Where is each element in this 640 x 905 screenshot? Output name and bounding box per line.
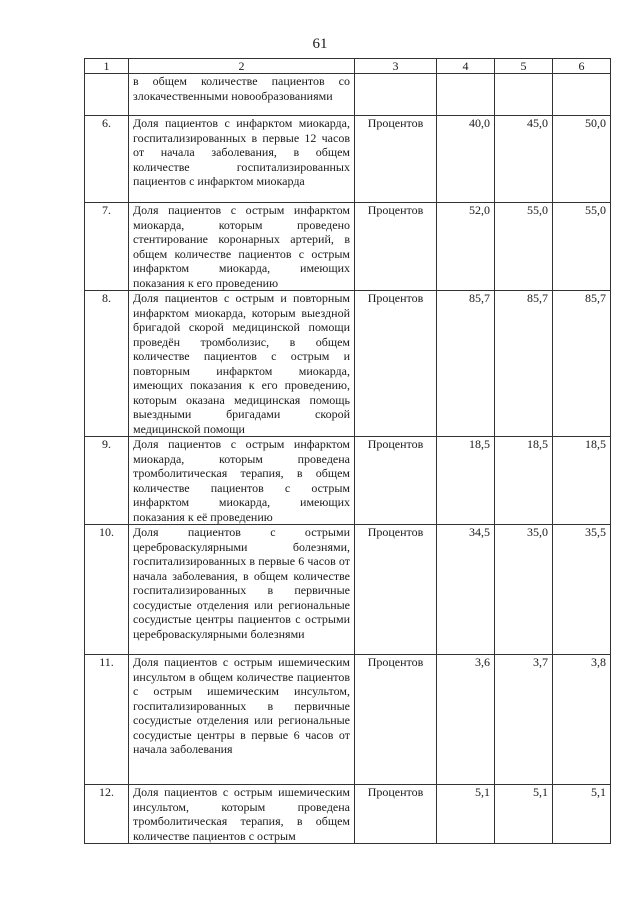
row-number: 12. <box>85 785 129 844</box>
row-number: 7. <box>85 203 129 291</box>
value-cell: 3,6 <box>437 655 495 785</box>
value-cell: 18,5 <box>553 437 611 525</box>
value-cell: 3,8 <box>553 655 611 785</box>
value-cell: 40,0 <box>437 116 495 203</box>
table-row <box>85 203 611 291</box>
unit-cell: Процентов <box>355 291 437 437</box>
indicator-text: Доля пациентов с острым инфарктом миокарда, которым проведено стентирование коронарных артерий, в общем количестве пациентов с острым инфарктом миокарда, имеющих показания к его проведению <box>129 203 355 291</box>
indicator-text: Доля пациентов с острым и повторным инфарктом миокарда, которым выездной бригадой скорой медицинской помощи проведён тромболизис, в общем количестве пациентов с острым и повторным инфарктом миокарда, имеющих показания к его проведению, которым оказана медицинская помощь выездными бригадами скорой медицинской помощи <box>129 291 355 437</box>
table-row <box>85 116 611 203</box>
value-cell <box>553 74 611 116</box>
table-row <box>85 525 611 655</box>
value-cell <box>495 74 553 116</box>
value-cell: 35,0 <box>495 525 553 655</box>
indicators-table <box>84 58 611 844</box>
value-cell: 55,0 <box>553 203 611 291</box>
value-cell: 35,5 <box>553 525 611 655</box>
indicator-text: в общем количестве пациентов со злокачественными новообразованиями <box>129 74 355 116</box>
row-number <box>85 74 129 116</box>
indicator-text: Доля пациентов с острым инфарктом миокарда, которым проведена тромболитическая терапия, в общем количестве пациентов с острым инфарктом миокарда, имеющих показания к её проведению <box>129 437 355 525</box>
value-cell: 50,0 <box>553 116 611 203</box>
table-row <box>85 291 611 437</box>
value-cell: 45,0 <box>495 116 553 203</box>
row-number: 10. <box>85 525 129 655</box>
header-cell: 6 <box>553 59 611 74</box>
unit-cell <box>355 74 437 116</box>
header-cell: 4 <box>437 59 495 74</box>
header-row <box>85 59 611 74</box>
value-cell: 3,7 <box>495 655 553 785</box>
header-cell: 2 <box>129 59 355 74</box>
row-number: 11. <box>85 655 129 785</box>
table-row <box>85 74 611 116</box>
value-cell: 5,1 <box>553 785 611 844</box>
indicator-text: Доля пациентов с острым ишемическим инсультом в общем количестве пациентов с острым ишемическим инсультом, госпитализированных в первичные сосудистые отделения или региональные сосудистые центры в первые 6 часов от начала заболевания <box>129 655 355 785</box>
unit-cell: Процентов <box>355 116 437 203</box>
unit-cell: Процентов <box>355 437 437 525</box>
indicator-text: Доля пациентов с острыми цереброваскулярными болезнями, госпитализированных в первые 6 часов от начала заболевания, в общем количестве госпитализированных в первичные сосудистые отделения или региональные сосудистые центры пациентов с острыми цереброваскулярными болезнями <box>129 525 355 655</box>
header-cell: 1 <box>85 59 129 74</box>
value-cell: 18,5 <box>437 437 495 525</box>
indicator-text: Доля пациентов с инфарктом миокарда, госпитализированных в первые 12 часов от начала заболевания, в общем количестве госпитализированных пациентов с инфарктом миокарда <box>129 116 355 203</box>
header-cell: 5 <box>495 59 553 74</box>
value-cell: 85,7 <box>553 291 611 437</box>
unit-cell: Процентов <box>355 525 437 655</box>
table-row <box>85 655 611 785</box>
value-cell: 55,0 <box>495 203 553 291</box>
row-number: 8. <box>85 291 129 437</box>
row-number: 9. <box>85 437 129 525</box>
value-cell: 85,7 <box>495 291 553 437</box>
unit-cell: Процентов <box>355 655 437 785</box>
table-row <box>85 437 611 525</box>
unit-cell: Процентов <box>355 785 437 844</box>
value-cell: 52,0 <box>437 203 495 291</box>
value-cell: 5,1 <box>437 785 495 844</box>
header-cell: 3 <box>355 59 437 74</box>
value-cell: 18,5 <box>495 437 553 525</box>
value-cell: 5,1 <box>495 785 553 844</box>
value-cell <box>437 74 495 116</box>
unit-cell: Процентов <box>355 203 437 291</box>
table-row <box>85 785 611 844</box>
page-number: 61 <box>312 36 328 52</box>
indicator-text: Доля пациентов с острым ишемическим инсультом, которым проведена тромболитическая терапия, в общем количестве пациентов с острым <box>129 785 355 844</box>
value-cell: 34,5 <box>437 525 495 655</box>
row-number: 6. <box>85 116 129 203</box>
value-cell: 85,7 <box>437 291 495 437</box>
